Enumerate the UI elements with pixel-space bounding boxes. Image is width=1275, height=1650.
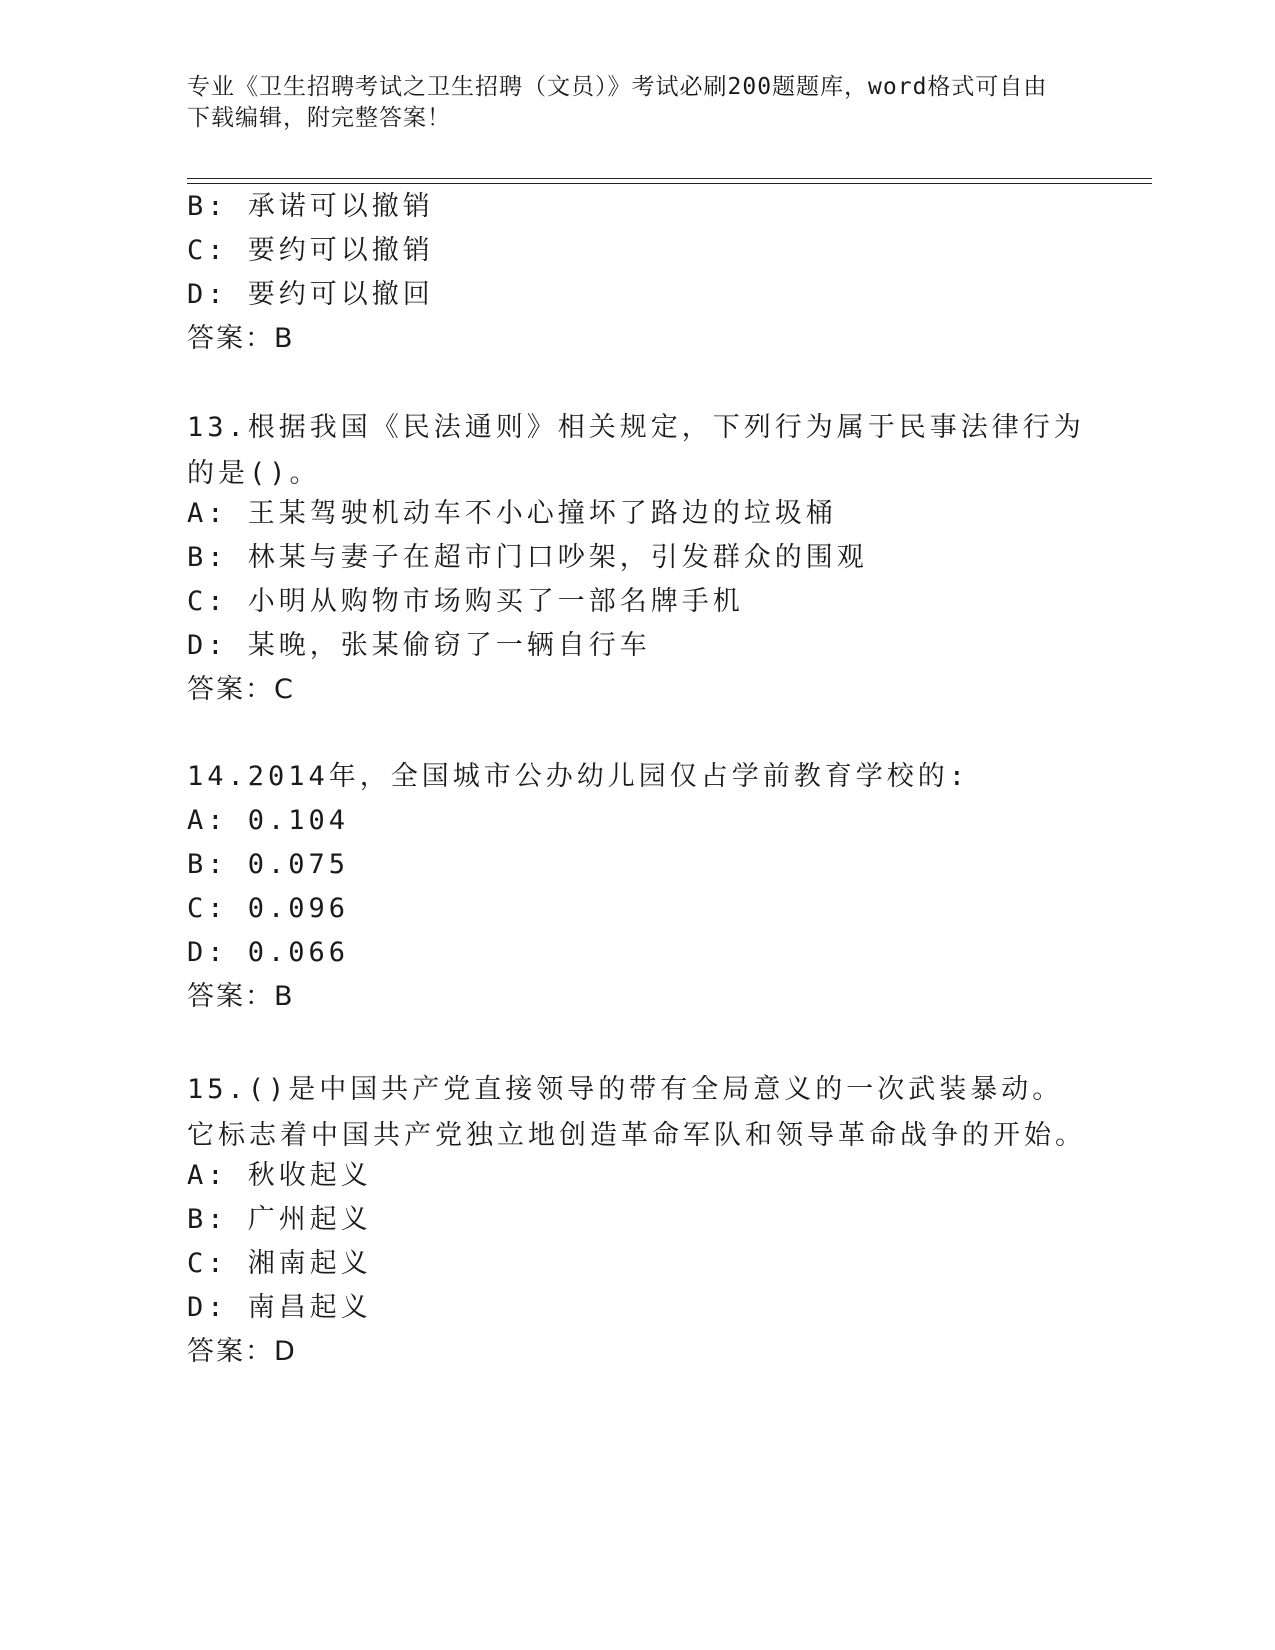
q15-answer: 答案：D bbox=[187, 1336, 297, 1367]
q13-stem: 13.根据我国《民法通则》相关规定，下列行为属于民事法律行为的是()。 bbox=[187, 412, 1085, 489]
q13-option-a: A: 王某驾驶机动车不小心撞坏了路边的垃圾桶 bbox=[187, 498, 837, 529]
q13-option-d: D: 某晚，张某偷窃了一辆自行车 bbox=[187, 630, 651, 661]
q14-stem: 14.2014年，全国城市公办幼儿园仅占学前教育学校的: bbox=[187, 761, 970, 792]
document-header: 专业《卫生招聘考试之卫生招聘（文员）》考试必刷200题题库，word格式可自由下载编辑，附完整答案！ bbox=[187, 74, 1048, 131]
q15-option-a: A: 秋收起义 bbox=[187, 1160, 372, 1191]
q14-option-c: C: 0.096 bbox=[187, 893, 350, 924]
q14-option-b: B: 0.075 bbox=[187, 849, 350, 880]
q12-option-c: C: 要约可以撤销 bbox=[187, 235, 434, 266]
q12-option-d: D: 要约可以撤回 bbox=[187, 279, 434, 310]
q13-option-b: B: 林某与妻子在超市门口吵架，引发群众的围观 bbox=[187, 542, 868, 573]
q14-answer: 答案：B bbox=[187, 981, 295, 1012]
q12-option-b: B: 承诺可以撤销 bbox=[187, 191, 434, 222]
q15-option-d: D: 南昌起义 bbox=[187, 1292, 372, 1323]
header-divider-top bbox=[187, 178, 1152, 179]
header-divider-bottom bbox=[187, 183, 1152, 184]
q15-option-b: B: 广州起义 bbox=[187, 1204, 372, 1235]
q14-option-d: D: 0.066 bbox=[187, 937, 350, 968]
q14-option-a: A: 0.104 bbox=[187, 805, 350, 836]
q15-stem: 15.()是中国共产党直接领导的带有全局意义的一次武装暴动。它标志着中国共产党独立地创造革命军队和领导革命战争的开始。 bbox=[187, 1074, 1086, 1151]
q13-answer: 答案：C bbox=[187, 674, 295, 705]
q15-option-c: C: 湘南起义 bbox=[187, 1248, 372, 1279]
q13-option-c: C: 小明从购物市场购买了一部名牌手机 bbox=[187, 586, 744, 617]
q12-answer: 答案：B bbox=[187, 323, 295, 354]
